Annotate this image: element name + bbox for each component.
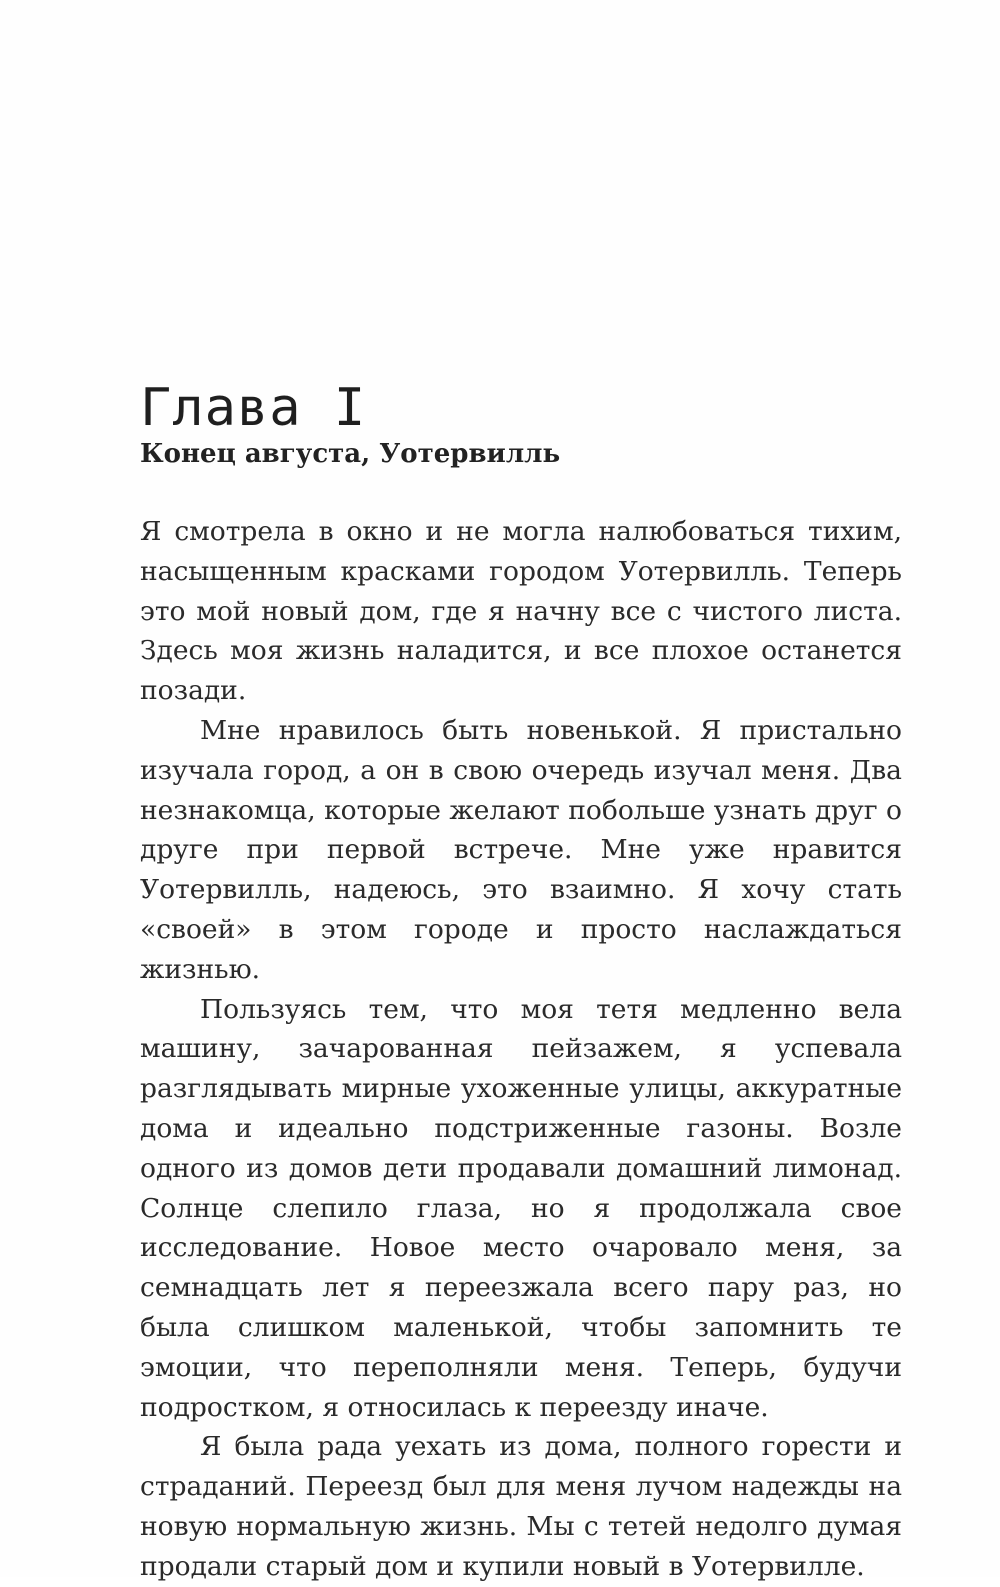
paragraph-4: Я была рада уехать из дома, полного горести и страданий. Переезд был для меня лучом надежды на новую нормальную жизнь. Мы с тетей недолго думая продали старый дом и купили новый в Уотервилле. [140, 1431, 902, 1582]
chapter-body [140, 512, 902, 1587]
chapter-title: Глава I [140, 378, 367, 438]
chapter-subtitle: Конец августа, Уотервилль [140, 439, 561, 469]
paragraph-3: Пользуясь тем, что моя тетя медленно вела машину, зачарованная пейзажем, я успевала разглядывать мирные ухоженные улицы, аккуратные дома и идеально подстриженные газоны. Возле одного из домов дети продавали домашний лимонад. Солнце слепило глаза, но я продолжала свое исследование. Новое место очаровало меня, за семнадцать лет я переезжала всего пару раз, но была слишком маленькой, чтобы запомнить те эмоции, что переполняли меня. Теперь, будучи подростком, я относилась к переезду иначе. [140, 993, 902, 1423]
paragraph-2: Мне нравилось быть новенькой. Я пристально изучала город, а он в свою очередь изучал меня. Два незнакомца, которые желают побольше узнать друг о друге при первой встрече. Мне уже нравится Уотервилль, надеюсь, это взаимно. Я хочу стать «своей» в этом городе и просто наслаждаться жизнью. [140, 714, 902, 985]
paragraph-1: Я смотрела в окно и не могла налюбоваться тихим, насыщенным красками городом Уотервилль. Теперь это мой новый дом, где я начну все с чистого листа. Здесь моя жизнь наладится, и все плохое останется позади. [140, 516, 902, 707]
